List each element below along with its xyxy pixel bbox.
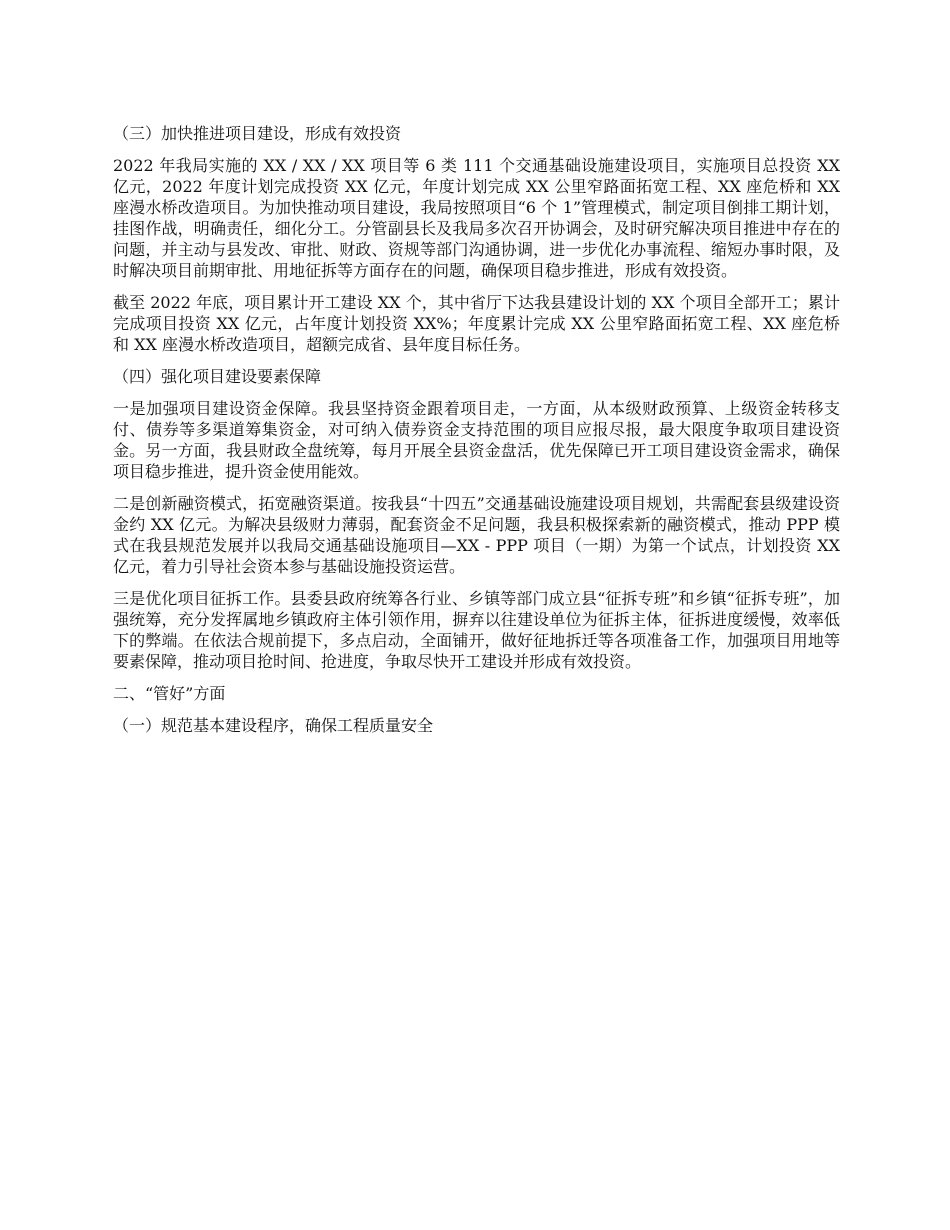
section-heading: （一）规范基本建设程序，确保工程质量安全 [113,716,434,735]
body-paragraph: 截至 2022 年底，项目累计开工建设 XX 个，其中省厅下达我县建设计划的 XX 个项目全部开工；累计完成项目投资 XX 亿元，占年度计划投资 XX%；年度累计完成 XX 公里窄路面拓宽工程、XX 座危桥和 XX 座漫水桥改造项目，超额完成省、县年度目标任务。 [113,293,840,354]
body-paragraph: 三是优化项目征拆工作。县委县政府统筹各行业、乡镇等部门成立县“征拆专班”和乡镇“征拆专班”，加强统筹，充分发挥属地乡镇政府主体引领作用，摒弃以往建设单位为征拆主体，征拆进度缓慢，效率低下的弊端。在依法合规前提下，多点启动，全面铺开，做好征地拆迁等各项准备工作，加强项目用地等要素保障，推动项目抢时间、抢进度，争取尽快开工建设并形成有效投资。 [113,589,840,671]
body-paragraph: 2022 年我局实施的 XX / XX / XX 项目等 6 类 111 个交通基础设施建设项目，实施项目总投资 XX 亿元，2022 年度计划完成投资 XX 亿元，年度计划完成 XX 公里窄路面拓宽工程、XX 座危桥和 XX 座漫水桥改造项目。为加快推动项目建设，我局按照项目“6 个 1”管理模式，制定项目倒排工期计划，挂图作战，明确责任，细化分工。分管副县长及我局多次召开协调会，及时研究解决项目推进中存在的问题，并主动与县发改、审批、财政、资规等部门沟通协调，进一步优化办事流程、缩短办事时限，及时解决项目前期审批、用地征拆等方面存在的问题，确保项目稳步推进，形成有效投资。 [113,156,840,280]
section-heading: 二、“管好”方面 [113,684,226,703]
body-paragraph: 二是创新融资模式，拓宽融资渠道。按我县“十四五”交通基础设施建设项目规划，共需配套县级建设资金约 XX 亿元。为解决县级财力薄弱，配套资金不足问题，我县积极探索新的融资模式，推动 PPP 模式在我县规范发展并以我局交通基础设施项目—XX - PPP 项目（一期）为第一个试点，计划投资 XX 亿元，着力引导社会资本参与基础设施投资运营。 [113,494,840,576]
document-page [113,123,840,747]
body-paragraph: 一是加强项目建设资金保障。我县坚持资金跟着项目走，一方面，从本级财政预算、上级资金转移支付、债券等多渠道筹集资金，对可纳入债券资金支持范围的项目应报尽报，最大限度争取项目建设资金。另一方面，我县财政全盘统筹，每月开展全县资金盘活，优先保障已开工项目建设资金需求，确保项目稳步推进，提升资金使用能效。 [113,399,840,481]
section-heading: （四）强化项目建设要素保障 [113,367,322,386]
section-heading: （三）加快推进项目建设，形成有效投资 [113,124,402,143]
